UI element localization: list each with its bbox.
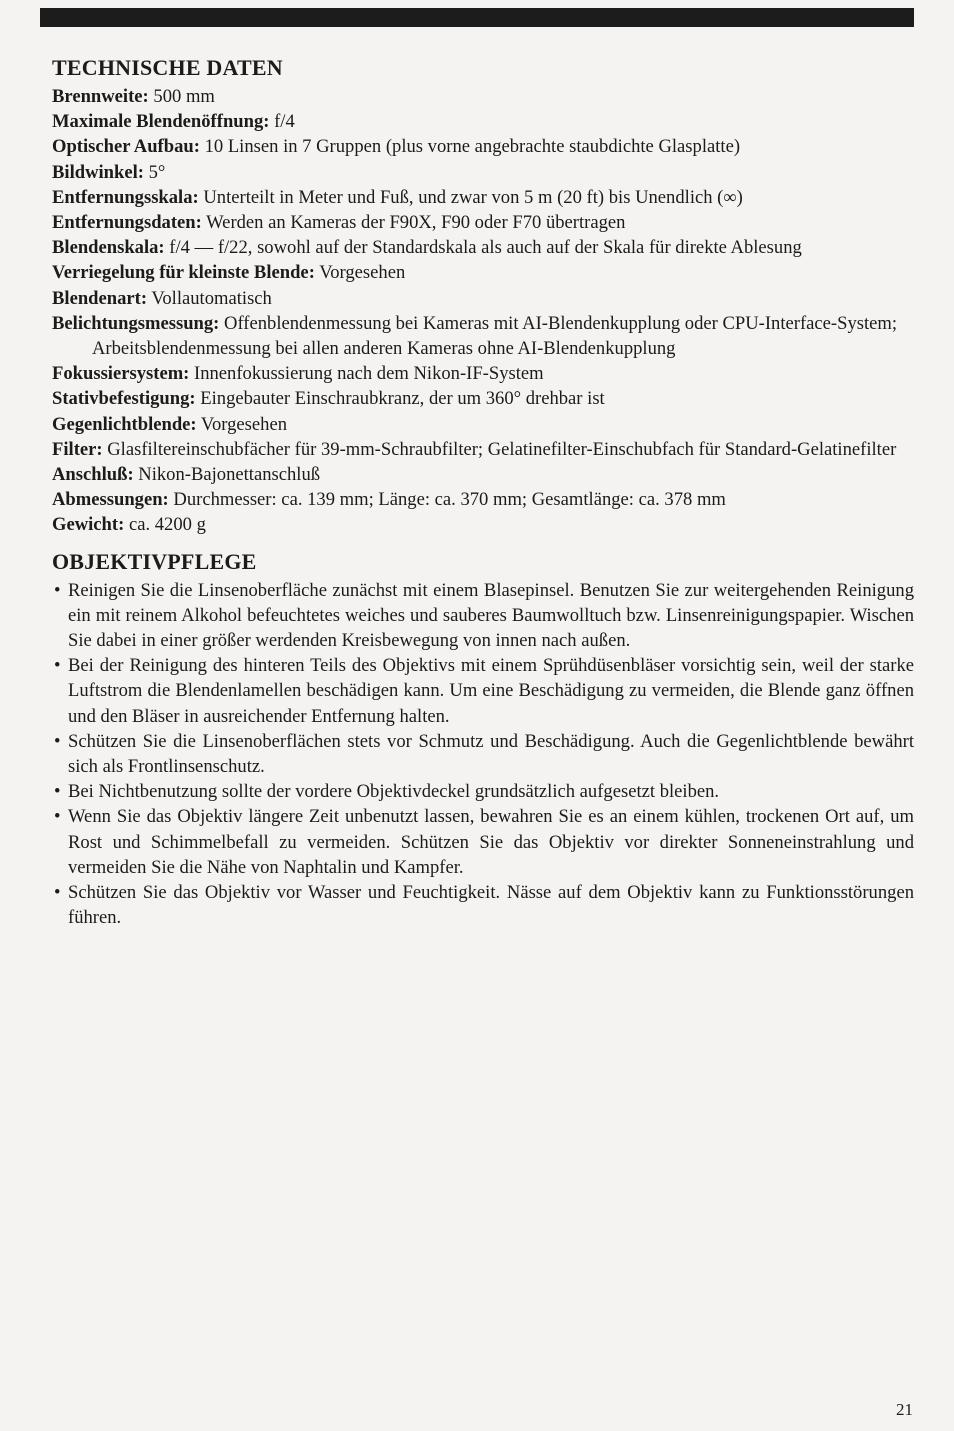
spec-label: Optischer Aufbau: — [52, 136, 200, 158]
spec-item — [52, 437, 914, 462]
spec-value: f/4 — [269, 111, 295, 133]
spec-label: Entfernungsskala: — [52, 186, 199, 208]
care-list — [52, 578, 914, 931]
lens-care-heading: OBJEKTIVPFLEGE — [52, 548, 257, 574]
spec-value: Glasfiltereinschubfächer für 39-mm-Schraubfilter; Gelatinefilter-Einschubfach für Standard-Gelatinefilter — [102, 438, 897, 460]
spec-item — [52, 210, 914, 235]
spec-item — [52, 386, 914, 411]
spec-value: 10 Linsen in 7 Gruppen (plus vorne angebrachte staubdichte Glasplatte) — [199, 136, 741, 158]
care-item — [52, 804, 914, 880]
care-item-text: Bei der Reinigung des hinteren Teils des Objektivs mit einem Sprühdüsenbläser vorsichtig sein, weil der starke Luftstrom die Blendenlamellen beschädigen kann. Um eine Beschädigung zu vermeiden, die Blende ganz öffnen und den Bläser in ausreichender Entfernung halten. — [68, 655, 914, 727]
care-item-text: Schützen Sie das Objektiv vor Wasser und Feuchtigkeit. Nässe auf dem Objektiv kann zu Funktionsstörungen führen. — [68, 882, 914, 929]
bullet-icon: • — [54, 730, 61, 752]
care-item — [52, 880, 914, 930]
spec-item — [52, 361, 914, 386]
spec-item — [52, 311, 914, 361]
spec-label: Filter: — [52, 438, 103, 460]
spec-value: Durchmesser: ca. 139 mm; Länge: ca. 370 mm; Gesamtlänge: ca. 378 mm — [168, 489, 726, 511]
bullet-icon: • — [54, 882, 61, 904]
care-item-text: Schützen Sie die Linsenoberflächen stets vor Schmutz und Beschädigung. Auch die Gegenlichtblende bewährt sich als Frontlinsenschutz. — [68, 730, 914, 778]
spec-label: Stativbefestigung: — [52, 388, 196, 410]
care-item — [52, 779, 914, 804]
spec-item — [52, 235, 914, 260]
spec-label: Abmessungen: — [52, 489, 169, 511]
spec-label: Gegenlichtblende: — [52, 413, 197, 435]
spec-value: Innenfokussierung nach dem Nikon-IF-System — [189, 363, 544, 385]
spec-item — [52, 286, 914, 311]
spec-value: Werden an Kameras der F90X, F90 oder F70 übertragen — [201, 212, 626, 234]
tech-data-heading: TECHNISCHE DATEN — [52, 55, 283, 80]
spec-list — [52, 84, 914, 538]
header-rule — [40, 8, 914, 27]
spec-value: Eingebauter Einschraubkranz, der um 360° drehbar ist — [195, 388, 605, 410]
spec-label: Blendenart: — [52, 287, 148, 309]
spec-label: Brennweite: — [52, 86, 149, 107]
spec-value: Vorgesehen — [314, 262, 406, 284]
page-content — [52, 54, 914, 931]
spec-item — [52, 462, 914, 487]
spec-label: Gewicht: — [52, 514, 125, 536]
spec-label: Entfernungsdaten: — [52, 212, 202, 234]
spec-label: Belichtungsmessung: — [52, 312, 220, 334]
care-item-text: Wenn Sie das Objektiv längere Zeit unbenutzt lassen, bewahren Sie es an einem kühlen, trockenen Ort auf, um Rost und Schimmelbefall zu vermeiden. Schützen Sie das Objektiv vor direkter Sonneneinstrahlung und vermeiden Sie die Nähe von Naphtalin und Kampfer. — [68, 806, 914, 878]
spec-value: 500 mm — [148, 86, 215, 107]
spec-value: f/4 — f/22, sowohl auf der Standardskala als auch auf der Skala für direkte Ablesung — [164, 237, 802, 259]
care-item — [52, 653, 914, 729]
spec-item — [52, 134, 914, 159]
spec-value: Vorgesehen — [196, 413, 288, 435]
spec-item — [52, 160, 914, 185]
spec-value: Vollautomatisch — [147, 287, 272, 309]
care-item — [52, 729, 914, 779]
spec-value: 5° — [143, 161, 166, 183]
care-item-text: Reinigen Sie die Linsenoberfläche zunächst mit einem Blasepinsel. Benutzen Sie zur weitergehenden Reinigung ein mit reinem Alkohol befeuchtetes weiches und sauberes Baumwolltuch bzw. Linsenreinigungspapier. Wischen Sie dabei in einer größer werdenden Kreisbewegung von innen nach außen. — [68, 579, 914, 652]
spec-item — [52, 84, 914, 109]
spec-item — [52, 412, 914, 437]
spec-label: Anschluß: — [52, 464, 134, 486]
spec-item — [52, 109, 914, 134]
care-item — [52, 578, 914, 654]
spec-item — [52, 487, 914, 512]
spec-label: Fokussiersystem: — [52, 363, 190, 385]
spec-value: Nikon-Bajonettanschluß — [133, 464, 321, 486]
spec-label: Bildwinkel: — [52, 161, 144, 183]
spec-label: Blendenskala: — [52, 237, 165, 259]
spec-item — [52, 185, 914, 210]
spec-label: Verriegelung für kleinste Blende: — [52, 262, 315, 284]
bullet-icon: • — [54, 655, 61, 677]
spec-label: Maximale Blendenöffnung: — [52, 111, 270, 133]
page-number: 21 — [896, 1400, 913, 1419]
spec-item — [52, 512, 914, 537]
spec-value: Offenblendenmessung bei Kameras mit AI-Blendenkupplung oder CPU-Interface-System; Arbeitsblendenmessung bei allen anderen Kameras ohne AI-Blendenkupplung — [92, 312, 898, 360]
spec-value: ca. 4200 g — [124, 514, 206, 536]
spec-item — [52, 260, 914, 285]
spec-value: Unterteilt in Meter und Fuß, und zwar von 5 m (20 ft) bis Unendlich (∞) — [198, 186, 743, 208]
bullet-icon: • — [54, 579, 61, 601]
care-item-text: Bei Nichtbenutzung sollte der vordere Objektivdeckel grundsätzlich aufgesetzt bleiben. — [68, 781, 720, 803]
bullet-icon: • — [54, 806, 61, 828]
bullet-icon: • — [54, 781, 61, 803]
